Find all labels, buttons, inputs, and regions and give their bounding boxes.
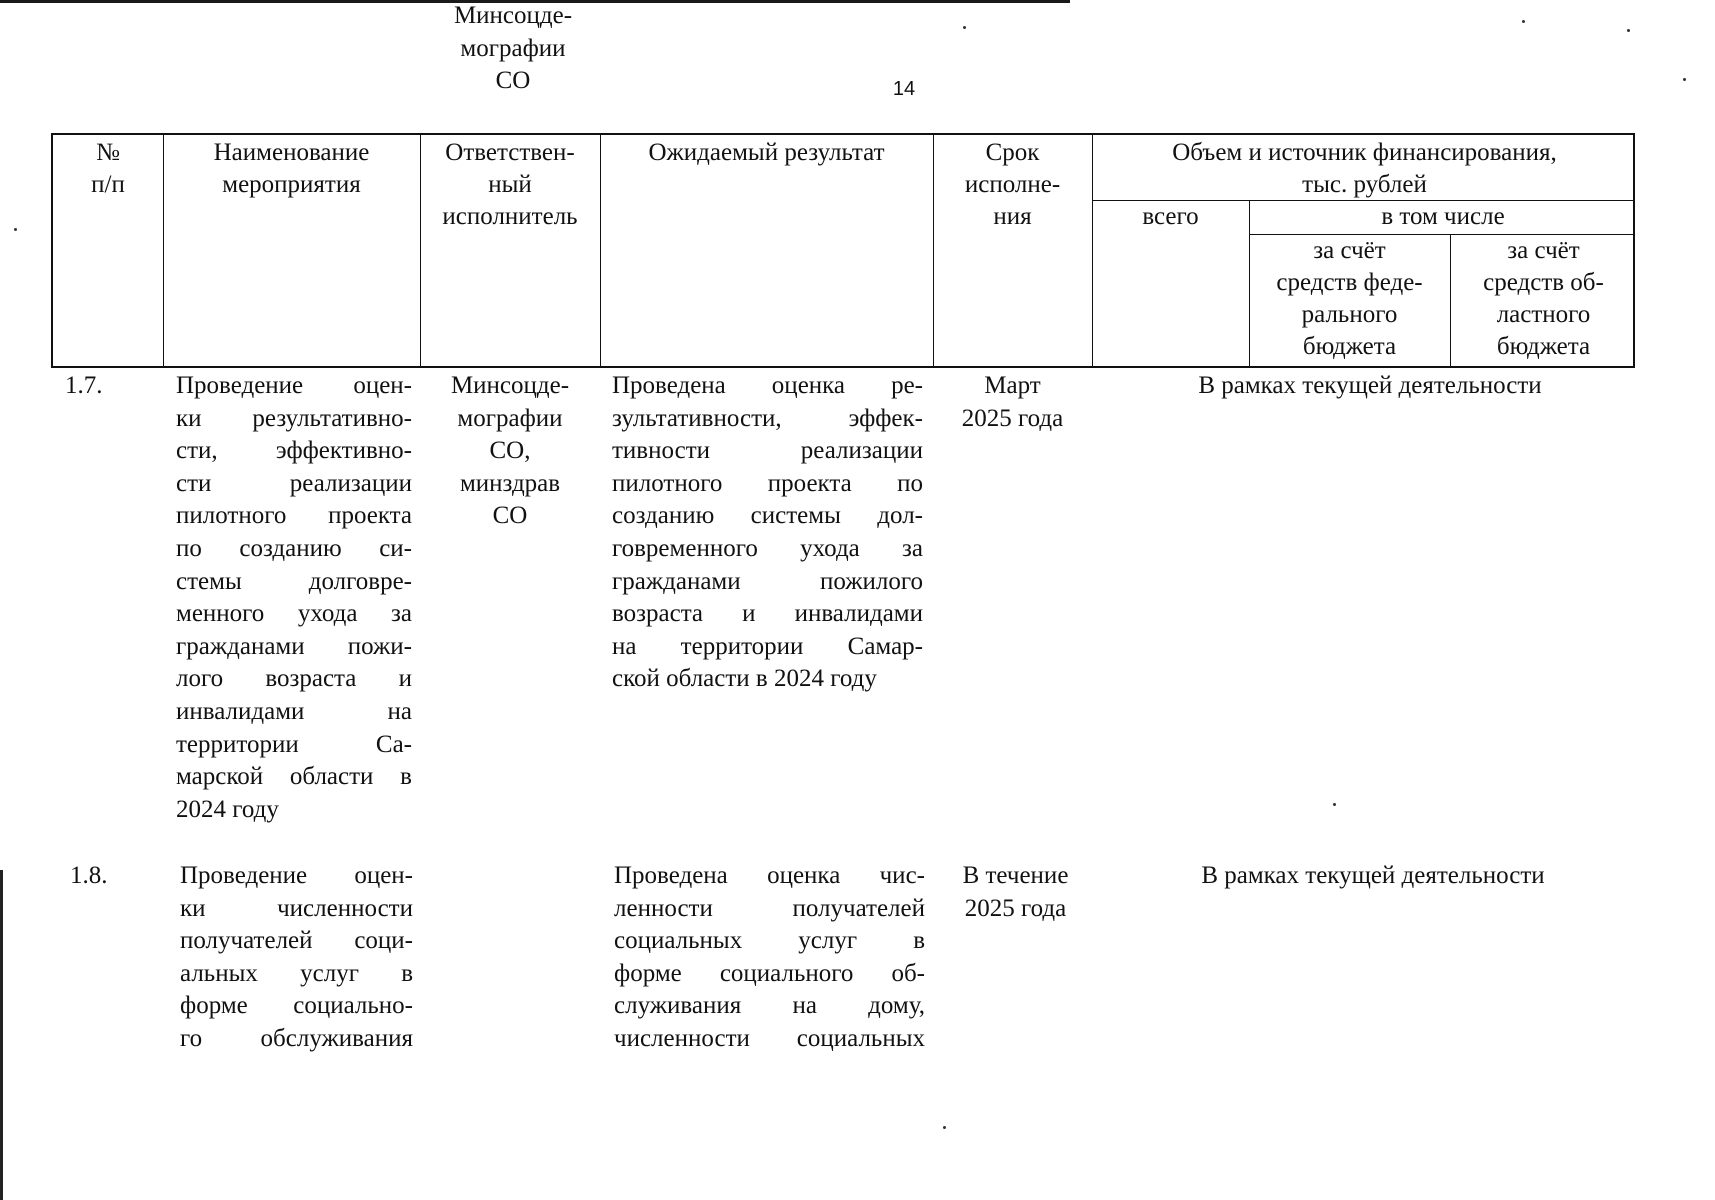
header-federal: за счёт средств феде- рального бюджета	[1276, 237, 1423, 360]
header-result: Ожидаемый результат	[648, 139, 885, 166]
row-expected-result: Проведена оценка ре- зультативности, эффек- тивности реализации пилотного проекта по созданию системы дол- говременного ухода за гражданами пожилого возраста и инвалидами на территории Самар- ской области в 2024 году	[612, 372, 923, 693]
row-number: 1.7.	[65, 372, 103, 399]
scan-speck	[943, 1126, 946, 1129]
scan-speck	[1627, 29, 1630, 32]
header-num: № п/п	[91, 139, 125, 198]
header-responsible: Ответствен- ный исполнитель	[442, 139, 578, 230]
row-expected-result: Проведена оценка чис- ленности получателей социальных услуг в форме социального об- служивания на дому, численности социальных	[614, 862, 925, 1052]
row-funding: В рамках текущей деятельности	[1198, 372, 1542, 399]
row-funding: В рамках текущей деятельности	[1201, 862, 1545, 889]
scan-speck	[1333, 803, 1336, 806]
header-deadline: Срок исполне- ния	[964, 139, 1061, 230]
row-activity-name: Проведение оцен- ки численности получателей соци- альных услуг в форме социально- го обслуживания	[180, 862, 413, 1052]
header-name: Наименование мероприятия	[213, 139, 370, 198]
scan-left-edge	[0, 870, 3, 1200]
page-number: 14	[892, 78, 916, 100]
row-activity-name: Проведение оцен- ки результативно- сти, эффективно- сти реализации пилотного проекта по созданию си- стемы долговре- менного ухода за гражданами пожи- лого возраста и инвалидами на территории Са- марской области в 2024 году	[176, 372, 412, 823]
header-funding: Объем и источник финансирования, тыс. рублей	[1172, 139, 1557, 198]
table-header	[51, 133, 1635, 368]
scan-speck	[963, 26, 966, 29]
scan-speck	[14, 228, 17, 231]
row-number: 1.8.	[70, 862, 108, 889]
header-total: всего	[1142, 203, 1199, 230]
row-deadline: В течение 2025 года	[962, 862, 1069, 922]
row-deadline: Март 2025 года	[961, 372, 1064, 432]
header-regional: за счёт средств об- ластного бюджета	[1483, 237, 1604, 360]
row-responsible: Минсоцде- мографии СО, минздрав СО	[450, 372, 570, 530]
row-responsible: Минсоцде- мографии СО	[453, 2, 573, 95]
scan-speck	[1522, 20, 1525, 23]
header-including: в том числе	[1381, 203, 1505, 230]
column-divider	[600, 135, 601, 366]
scan-speck	[1683, 78, 1686, 81]
